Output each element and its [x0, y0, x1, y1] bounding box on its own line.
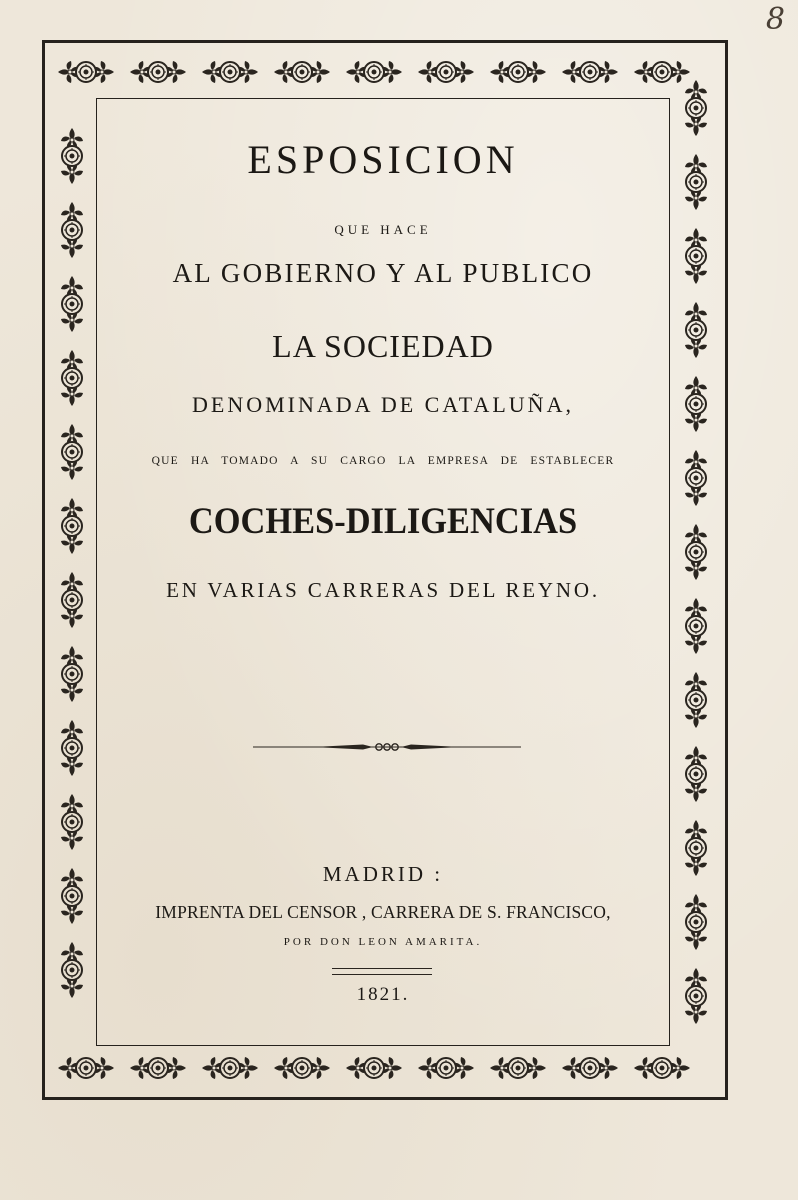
publication-year: 1821. [356, 984, 410, 1005]
imprint-city: MADRID : [322, 862, 444, 886]
subtitle-sociedad: LA SOCIEDAD [272, 328, 494, 364]
subtitle-tomado: QUE HA TOMADO A SU CARGO LA EMPRESA DE ESTABLECER [151, 455, 615, 467]
imprint-printer: POR DON LEON AMARITA. [283, 936, 483, 948]
subtitle-gobierno: AL GOBIERNO Y AL PUBLICO [172, 258, 594, 288]
main-title: ESPOSICION [247, 137, 519, 182]
subtitle-varias-carreras: EN VARIAS CARRERAS DEL REYNO. [166, 578, 600, 602]
subtitle-denominada: DENOMINADA DE CATALUÑA, [192, 392, 574, 417]
title-page-content [98, 100, 668, 1044]
year-double-rule [332, 968, 432, 975]
imprint-press: IMPRENTA DEL CENSOR , CARRERA DE S. FRANCISCO, [155, 902, 611, 922]
subtitle-que-hace: QUE HACE [334, 222, 432, 237]
handwritten-margin-note: 8 [765, 2, 786, 37]
ornamental-divider [253, 740, 521, 754]
subtitle-coches-diligencias: COCHES-DILIGENCIAS [188, 501, 578, 542]
